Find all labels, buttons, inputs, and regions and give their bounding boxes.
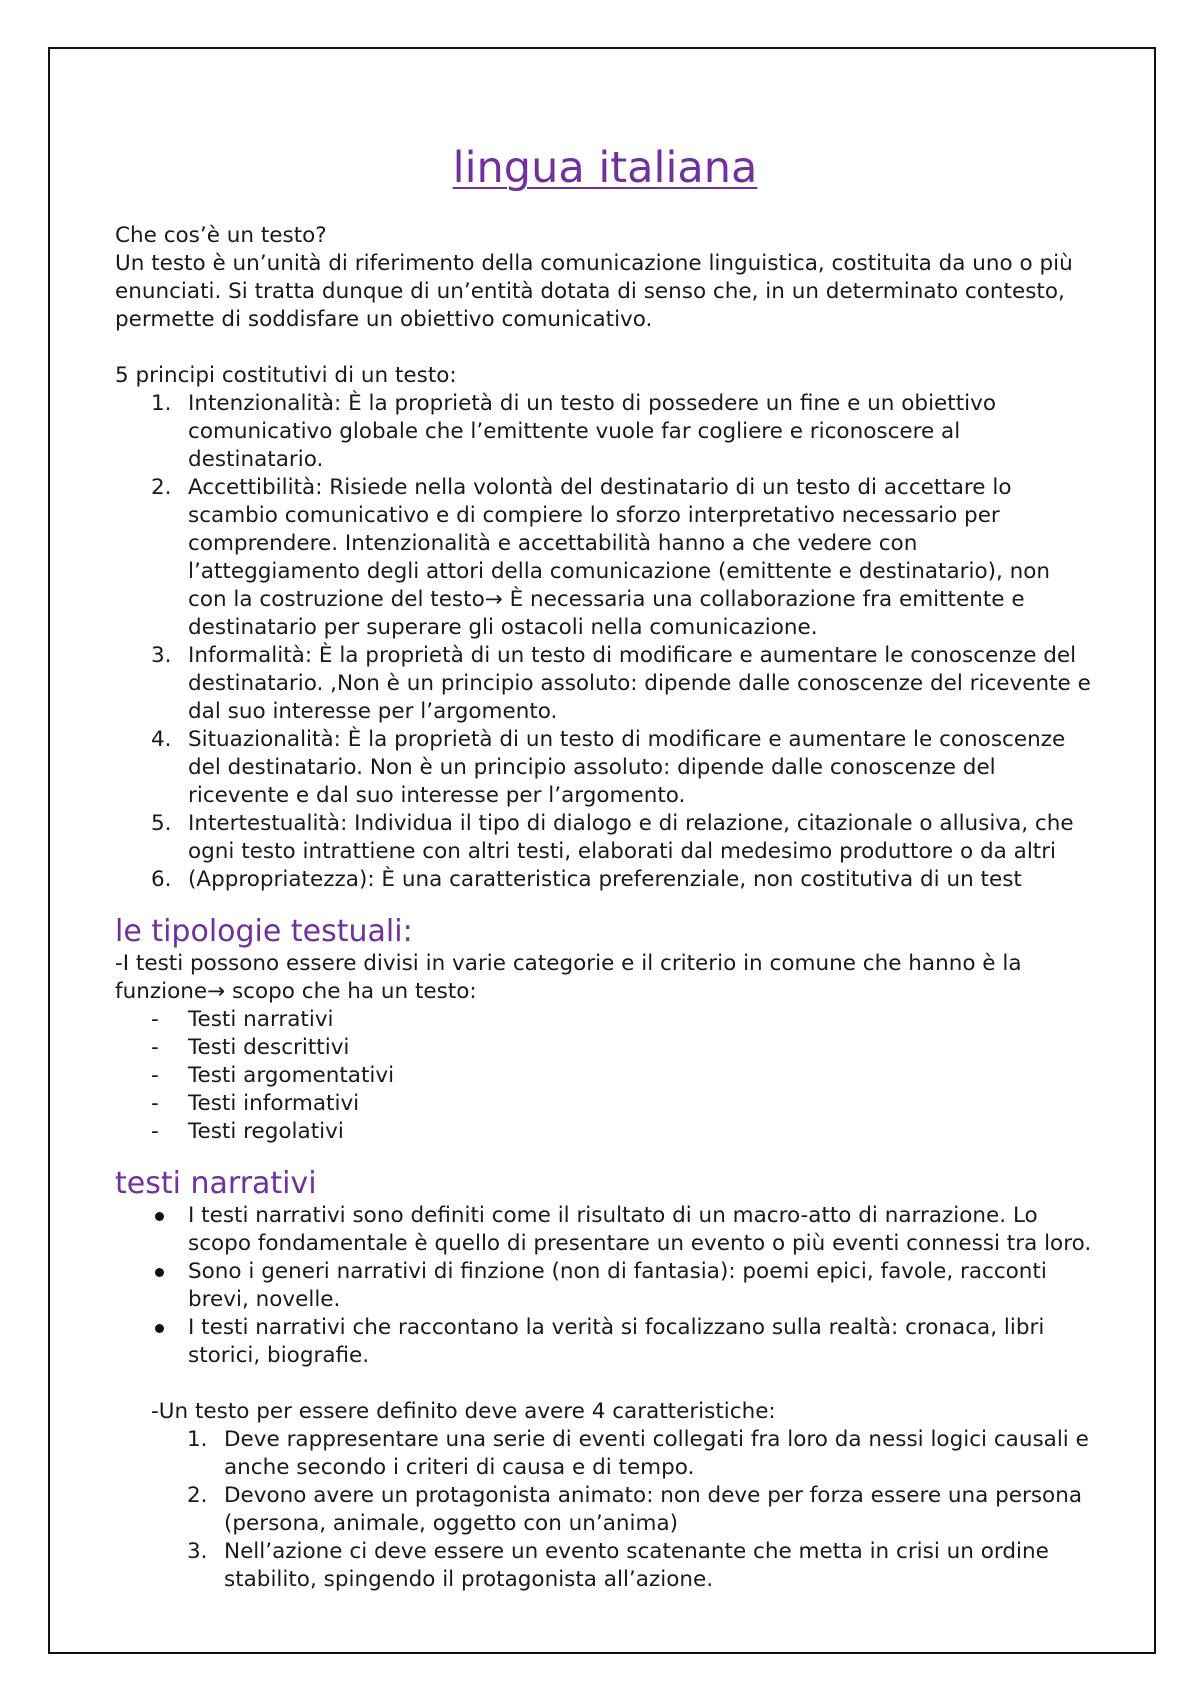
spacer <box>115 1370 1095 1398</box>
list-number: 1. <box>151 391 172 416</box>
list-item-text: Devono avere un protagonista animato: non deve per forza essere una persona (persona, animale, oggetto con un’anima) <box>224 1483 1083 1536</box>
list-item <box>115 1482 1095 1538</box>
list-number: 4. <box>151 727 172 752</box>
list-item-text: Testi informativi <box>188 1091 360 1116</box>
list-item <box>115 1202 1095 1258</box>
section-heading-tipologie: le tipologie testuali: <box>115 914 413 949</box>
dash-marker: - <box>151 1063 159 1088</box>
characteristics-list <box>115 1426 1095 1594</box>
list-item-text: Testi descrittivi <box>188 1035 350 1060</box>
list-number: 2. <box>187 1483 208 1508</box>
list-item-text: Intertestualità: Individua il tipo di dialogo e di relazione, citazionale o allusiva, che ogni testo intrattiene con altri testi, elaborati dal medesimo produttore o da altri <box>188 811 1074 864</box>
list-item <box>115 390 1095 474</box>
spacer <box>115 334 1095 362</box>
section-heading-narrativi: testi narrativi <box>115 1166 317 1201</box>
dash-marker: - <box>151 1119 159 1144</box>
intro-question: Che cos’è un testo? <box>115 223 327 248</box>
characteristics-intro: -Un testo per essere definito deve avere 4 caratteristiche: <box>151 1399 776 1424</box>
principles-heading: 5 principi costitutivi di un testo: <box>115 363 457 388</box>
list-item-text: I testi narrativi sono definiti come il risultato di un macro-atto di narrazione. Lo scopo fondamentale è quello di presentare un evento o più eventi connessi tra loro. <box>188 1203 1092 1256</box>
list-item-text: Intenzionalità: È la proprietà di un testo di possedere un fine e un obiettivo comunicativo globale che l’emittente vuole far cogliere e riconoscere al destinatario. <box>188 391 996 472</box>
dash-marker: - <box>151 1035 159 1060</box>
list-item-text: Nell’azione ci deve essere un evento scatenante che metta in crisi un ordine stabilito, spingendo il protagonista all’azione. <box>224 1539 1049 1592</box>
list-item-text: Informalità: È la proprietà di un testo di modificare e aumentare le conoscenze del destinatario. ,Non è un principio assoluto: dipende dalle conoscenze del ricevente e dal suo interesse per l’argomento. <box>188 643 1091 724</box>
list-item-text: Testi argomentativi <box>188 1063 395 1088</box>
list-number: 6. <box>151 867 172 892</box>
list-item <box>115 1090 1095 1118</box>
list-item-text: Testi regolativi <box>188 1119 344 1144</box>
list-number: 5. <box>151 811 172 836</box>
list-item <box>115 474 1095 642</box>
dash-marker: - <box>151 1007 159 1032</box>
list-item <box>115 726 1095 810</box>
document-body <box>115 138 1095 1594</box>
list-item <box>115 1034 1095 1062</box>
list-item <box>115 1538 1095 1594</box>
list-item-text: I testi narrativi che raccontano la verità si focalizzano sulla realtà: cronaca, libri storici, biografie. <box>188 1315 1045 1368</box>
list-item <box>115 1426 1095 1482</box>
list-item <box>115 1118 1095 1146</box>
dash-marker: - <box>151 1091 159 1116</box>
list-item-text: (Appropriatezza): È una caratteristica preferenziale, non costitutiva di un test <box>188 867 1022 892</box>
principles-list <box>115 390 1095 894</box>
list-item-text: Accettibilità: Risiede nella volontà del destinatario di un testo di accettare lo scambio comunicativo e di compiere lo sforzo interpretativo necessario per comprendere. Intenzionalità e accettabilità hanno a che vedere con l’atteggiamento degli attori della comunicazione (emittente e destinatario), non con la costruzione del testo→ È necessaria una collaborazione fra emittente e destinatario per superare gli ostacoli nella comunicazione. <box>188 475 1051 640</box>
list-item <box>115 1314 1095 1370</box>
tipologie-intro: -I testi possono essere divisi in varie categorie e il criterio in comune che hanno è la funzione→ scopo che ha un testo: <box>115 951 1022 1004</box>
list-item-text: Sono i generi narrativi di finzione (non di fantasia): poemi epici, favole, racconti brevi, novelle. <box>188 1259 1047 1312</box>
list-item <box>115 642 1095 726</box>
list-item <box>115 866 1095 894</box>
bullet-icon <box>155 1268 164 1277</box>
intro-definition: Un testo è un’unità di riferimento della comunicazione linguistica, costituita da uno o più enunciati. Si tratta dunque di un’entità dotata di senso che, in un determinato contesto, permette di soddisfare un obiettivo comunicativo. <box>115 251 1073 332</box>
narrativi-bullet-list <box>115 1202 1095 1370</box>
list-item-text: Situazionalità: È la proprietà di un testo di modificare e aumentare le conoscenze del destinatario. Non è un principio assoluto: dipende dalle conoscenze del ricevente e dal suo interesse per l’argomento. <box>188 727 1066 808</box>
list-number: 3. <box>187 1539 208 1564</box>
list-number: 2. <box>151 475 172 500</box>
list-item-text: Testi narrativi <box>188 1007 334 1032</box>
document-title: lingua italiana <box>452 143 758 193</box>
list-item <box>115 1006 1095 1034</box>
list-number: 1. <box>187 1427 208 1452</box>
bullet-icon <box>155 1324 164 1333</box>
list-item <box>115 1062 1095 1090</box>
tipologie-list <box>115 1006 1095 1146</box>
list-item-text: Deve rappresentare una serie di eventi collegati fra loro da nessi logici causali e anche secondo i criteri di causa e di tempo. <box>224 1427 1089 1480</box>
list-item <box>115 1258 1095 1314</box>
list-item <box>115 810 1095 866</box>
bullet-icon <box>155 1212 164 1221</box>
list-number: 3. <box>151 643 172 668</box>
